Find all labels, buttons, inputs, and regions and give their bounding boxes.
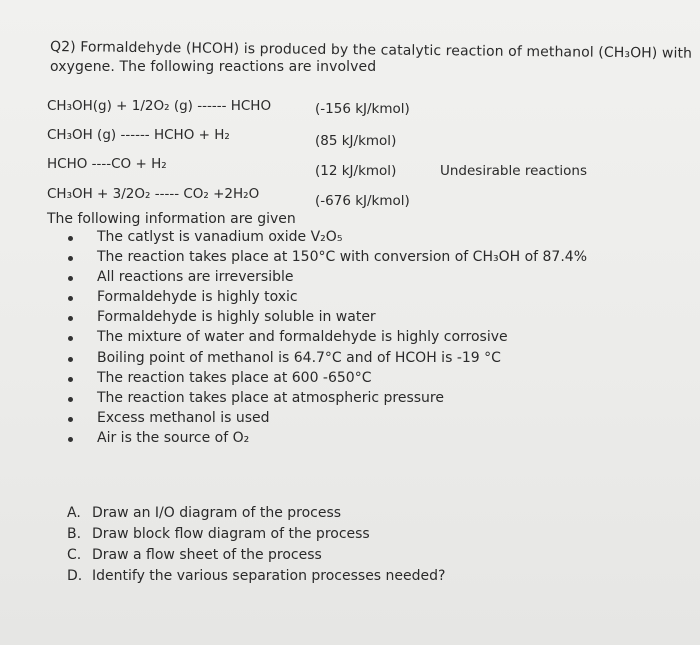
- task-item: [67, 505, 445, 526]
- task-text: Draw an I/O diagram of the process: [92, 505, 342, 521]
- task-letter: A.: [67, 505, 81, 521]
- bullet-dot-icon: [68, 236, 73, 241]
- task-item: [67, 568, 445, 589]
- task-letter: D.: [67, 568, 83, 584]
- bullet-text: The mixture of water and formaldehyde is highly corrosive: [97, 329, 508, 346]
- bullet-text: Formaldehyde is highly soluble in water: [97, 309, 376, 326]
- task-text: Draw a flow sheet of the process: [92, 547, 322, 563]
- undesirable-reactions-note: Undesirable reactions: [440, 163, 587, 179]
- task-item: [67, 526, 445, 547]
- bullet-item: [60, 350, 587, 370]
- bullet-item: [60, 430, 587, 450]
- task-letter: C.: [67, 547, 82, 563]
- question-title-line-2: oxygene. The following reactions are involved: [50, 59, 377, 75]
- task-list: [67, 505, 445, 589]
- reaction-1-equation: CH₃OH(g) + 1/2O₂ (g) ------ HCHO: [47, 98, 272, 114]
- bullet-item: [60, 390, 587, 410]
- question-title-line-1: Q2) Formaldehyde (HCOH) is produced by the catalytic reaction of methanol (CH₃OH) with: [49, 39, 693, 62]
- bullet-dot-icon: [68, 397, 73, 402]
- bullet-dot-icon: [68, 357, 73, 362]
- bullet-dot-icon: [68, 437, 73, 442]
- bullet-text: The reaction takes place at 600 -650°C: [97, 369, 372, 386]
- reaction-2-equation: CH₃OH (g) ------ HCHO + H₂: [47, 127, 230, 143]
- bullet-item: [60, 370, 587, 390]
- bullet-item: [60, 289, 587, 309]
- bullet-dot-icon: [68, 296, 73, 301]
- bullet-dot-icon: [68, 276, 73, 281]
- task-text: Identify the various separation processes needed?: [92, 568, 446, 584]
- reaction-3-enthalpy: (12 kJ/kmol): [315, 163, 397, 179]
- info-bullet-list: [60, 229, 587, 450]
- bullet-dot-icon: [68, 336, 73, 341]
- task-item: [67, 547, 445, 568]
- bullet-item: [60, 410, 587, 430]
- bullet-item: [60, 249, 587, 269]
- bullet-text: Boiling point of methanol is 64.7°C and of HCOH is -19 °C: [97, 349, 501, 366]
- bullet-text: Formaldehyde is highly toxic: [97, 289, 298, 306]
- info-heading: The following information are given: [47, 211, 296, 227]
- task-letter: B.: [67, 526, 82, 542]
- bullet-dot-icon: [68, 316, 73, 321]
- bullet-dot-icon: [68, 417, 73, 422]
- bullet-text: Excess methanol is used: [97, 409, 270, 426]
- reaction-4-enthalpy: (-676 kJ/kmol): [315, 193, 410, 209]
- bullet-text: The reaction takes place at atmospheric pressure: [97, 389, 444, 406]
- bullet-text: The reaction takes place at 150°C with conversion of CH₃OH of 87.4%: [97, 249, 587, 266]
- reaction-3-equation: HCHO ----CO + H₂: [47, 156, 167, 172]
- bullet-dot-icon: [68, 377, 73, 382]
- bullet-text: Air is the source of O₂: [97, 429, 250, 446]
- task-text: Draw block flow diagram of the process: [92, 526, 370, 542]
- bullet-text: All reactions are irreversible: [97, 269, 294, 286]
- reaction-1-enthalpy: (-156 kJ/kmol): [315, 101, 410, 117]
- reaction-4-equation: CH₃OH + 3/2O₂ ----- CO₂ +2H₂O: [47, 186, 260, 202]
- bullet-item: [60, 309, 587, 329]
- bullet-item: [60, 329, 587, 349]
- bullet-text: The catlyst is vanadium oxide V₂O₅: [97, 229, 343, 245]
- bullet-dot-icon: [68, 256, 73, 261]
- reaction-2-enthalpy: (85 kJ/kmol): [315, 133, 397, 149]
- bullet-item: [60, 229, 587, 249]
- bullet-item: [60, 269, 587, 289]
